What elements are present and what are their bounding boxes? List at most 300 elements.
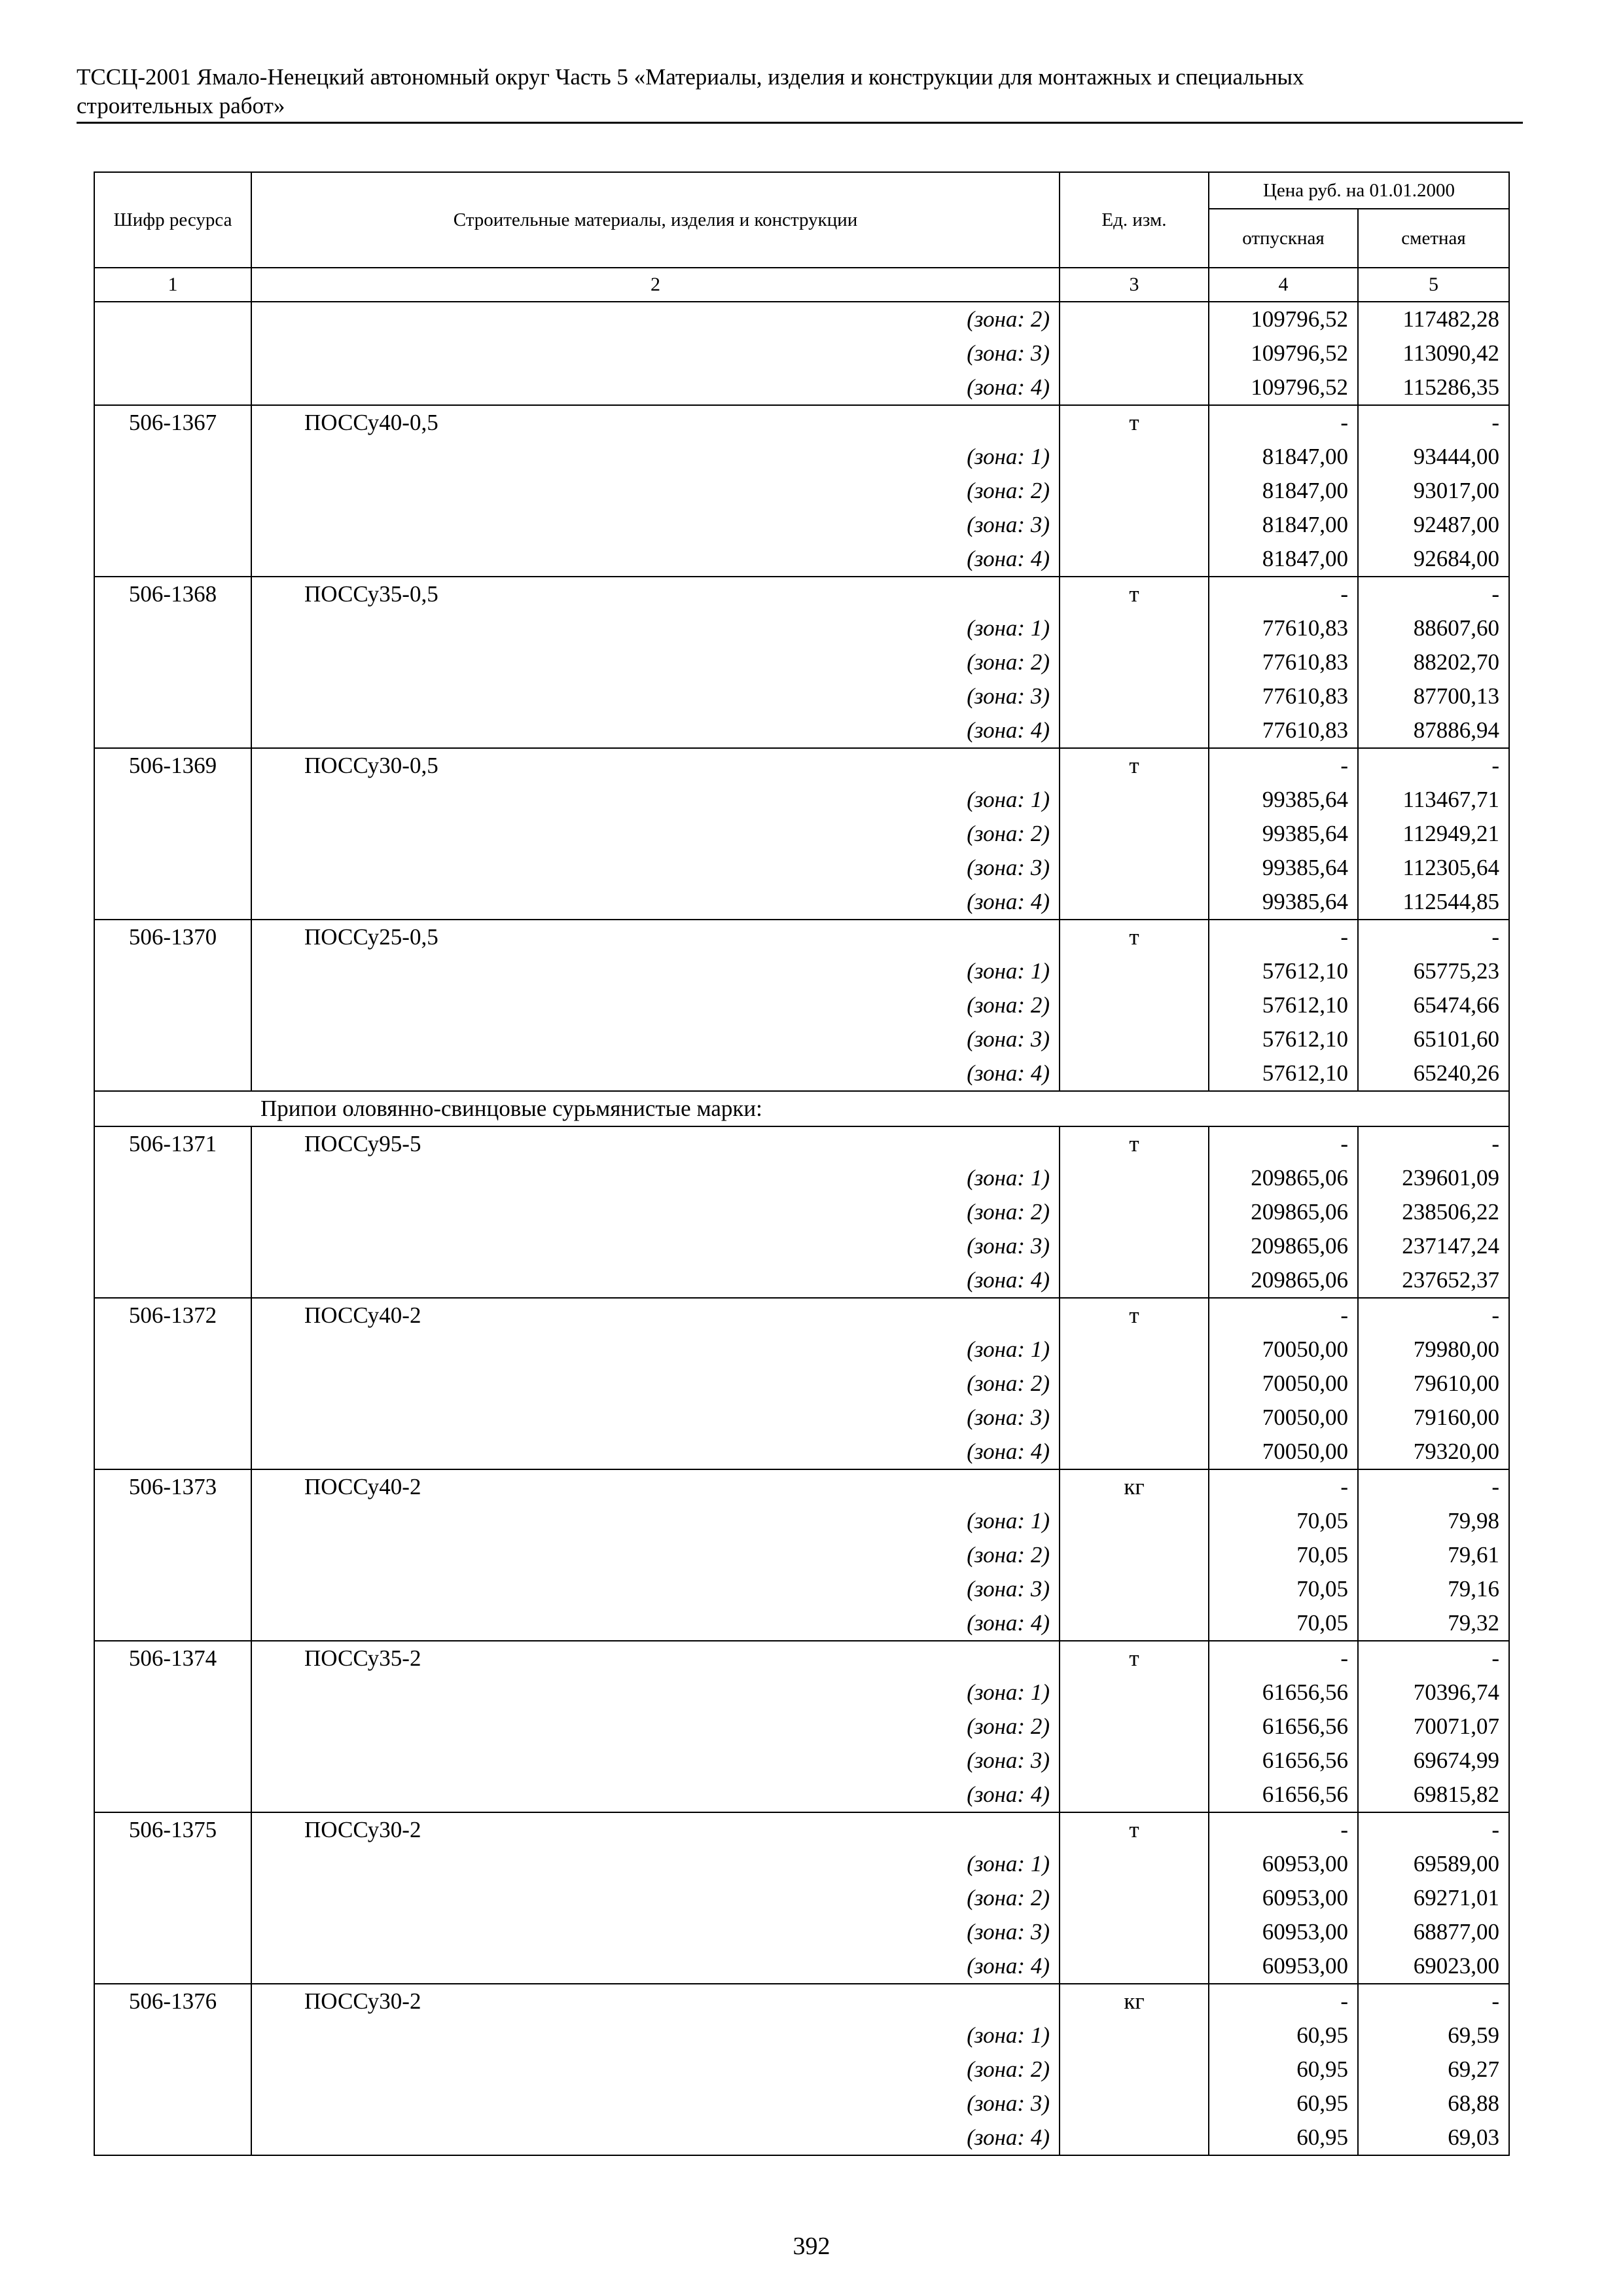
resource-code [94,1572,251,1606]
release-price: 70,05 [1209,1606,1358,1641]
resource-code: 506-1371 [94,1126,251,1161]
resource-code: 506-1367 [94,405,251,440]
estimate-price: - [1358,1298,1509,1333]
column-numbers-row [94,268,1509,302]
unit-cell [1060,1263,1209,1298]
zone-label: (зона: 4) [251,370,1060,405]
zone-row [94,954,1509,988]
release-price: 109796,52 [1209,336,1358,370]
zone-label: (зона: 2) [251,1710,1060,1744]
zone-label: (зона: 3) [251,851,1060,885]
zone-label: (зона: 1) [251,1676,1060,1710]
resource-group [94,1812,1509,1984]
zone-row [94,508,1509,542]
zone-label: (зона: 3) [251,1401,1060,1435]
release-price: - [1209,1126,1358,1161]
zone-row [94,1056,1509,1091]
estimate-price: 79160,00 [1358,1401,1509,1435]
unit-cell [1060,679,1209,713]
column-number: 2 [251,268,1060,302]
resource-code [94,783,251,817]
zone-label: (зона: 2) [251,302,1060,336]
release-price: 77610,83 [1209,713,1358,748]
estimate-price: - [1358,405,1509,440]
resource-group [94,405,1509,577]
zone-label: (зона: 1) [251,783,1060,817]
resource-code [94,1161,251,1195]
col-header-estimate: сметная [1358,209,1509,268]
resource-name: ПОССу40-2 [251,1469,1060,1504]
column-number: 4 [1209,268,1358,302]
unit-cell [1060,851,1209,885]
release-price: 57612,10 [1209,954,1358,988]
release-price: 81847,00 [1209,474,1358,508]
zone-row [94,1915,1509,1949]
estimate-price: 117482,28 [1358,302,1509,336]
zone-label: (зона: 2) [251,645,1060,679]
release-price: 209865,06 [1209,1229,1358,1263]
resource-group [94,1126,1509,1298]
unit-cell [1060,1367,1209,1401]
resource-code [94,1710,251,1744]
unit-cell: т [1060,748,1209,783]
resource-code: 506-1374 [94,1641,251,1676]
estimate-price: 93017,00 [1358,474,1509,508]
release-price: - [1209,1812,1358,1847]
resource-code [94,679,251,713]
unit-cell [1060,713,1209,748]
unit-cell [1060,988,1209,1022]
estimate-price: 70396,74 [1358,1676,1509,1710]
estimate-price: 79,61 [1358,1538,1509,1572]
resource-name: ПОССу35-0,5 [251,577,1060,611]
release-price: 209865,06 [1209,1161,1358,1195]
estimate-price: 69674,99 [1358,1744,1509,1778]
zone-label: (зона: 2) [251,2053,1060,2087]
estimate-price: 69589,00 [1358,1847,1509,1881]
zone-label: (зона: 3) [251,336,1060,370]
resource-code: 506-1375 [94,1812,251,1847]
zone-row [94,611,1509,645]
resource-name: ПОССу40-0,5 [251,405,1060,440]
zone-row [94,1435,1509,1469]
resource-code [94,1538,251,1572]
zone-row [94,885,1509,920]
zone-row [94,1744,1509,1778]
resource-code [94,1504,251,1538]
resource-row [94,405,1509,440]
resource-code [94,1056,251,1091]
resource-code [94,645,251,679]
resource-code [94,2053,251,2087]
resource-code: 506-1370 [94,920,251,954]
unit-cell [1060,1778,1209,1812]
resource-code: 506-1369 [94,748,251,783]
estimate-price: 92684,00 [1358,542,1509,577]
estimate-price: - [1358,1126,1509,1161]
zone-row [94,1229,1509,1263]
resource-row [94,920,1509,954]
estimate-price: - [1358,1641,1509,1676]
col-header-code: Шифр ресурса [94,172,251,268]
release-price: 60,95 [1209,2018,1358,2053]
estimate-price: 238506,22 [1358,1195,1509,1229]
estimate-price: 79610,00 [1358,1367,1509,1401]
release-price: - [1209,1641,1358,1676]
unit-cell [1060,954,1209,988]
resource-row [94,1984,1509,2018]
unit-cell: т [1060,1298,1209,1333]
zone-row [94,1401,1509,1435]
estimate-price: 79,98 [1358,1504,1509,1538]
release-price: 99385,64 [1209,817,1358,851]
resource-name: ПОССу95-5 [251,1126,1060,1161]
release-price: 99385,64 [1209,885,1358,920]
estimate-price: 113467,71 [1358,783,1509,817]
zone-label: (зона: 4) [251,1435,1060,1469]
release-price: - [1209,1469,1358,1504]
resource-row [94,1469,1509,1504]
zone-row [94,1161,1509,1195]
zone-row [94,336,1509,370]
zone-row [94,1881,1509,1915]
estimate-price: 112305,64 [1358,851,1509,885]
estimate-price: 69,59 [1358,2018,1509,2053]
estimate-price: - [1358,1469,1509,1504]
unit-cell [1060,645,1209,679]
estimate-price: 65474,66 [1358,988,1509,1022]
resource-code [94,954,251,988]
resource-group [94,577,1509,748]
col-header-price: Цена руб. на 01.01.2000 [1209,172,1509,209]
release-price: 60953,00 [1209,1915,1358,1949]
zone-label: (зона: 2) [251,1195,1060,1229]
resource-row [94,1126,1509,1161]
unit-cell [1060,1572,1209,1606]
unit-cell [1060,2018,1209,2053]
resource-code [94,817,251,851]
release-price: 60953,00 [1209,1949,1358,1984]
resource-row [94,1298,1509,1333]
resource-code [94,1263,251,1298]
zone-row [94,1367,1509,1401]
unit-cell [1060,1056,1209,1091]
zone-label: (зона: 4) [251,1056,1060,1091]
release-price: 61656,56 [1209,1676,1358,1710]
release-price: 77610,83 [1209,645,1358,679]
resource-code [94,474,251,508]
estimate-price: 68,88 [1358,2087,1509,2121]
zone-row [94,1847,1509,1881]
resource-row [94,577,1509,611]
estimate-price: 68877,00 [1358,1915,1509,1949]
release-price: 60953,00 [1209,1847,1358,1881]
release-price: 61656,56 [1209,1778,1358,1812]
resource-group [94,1984,1509,2155]
zone-row [94,817,1509,851]
zone-row [94,679,1509,713]
resource-code [94,1333,251,1367]
estimate-price: 70071,07 [1358,1710,1509,1744]
resource-group [94,1641,1509,1812]
resource-row [94,1641,1509,1676]
release-price: 70,05 [1209,1504,1358,1538]
estimate-price: 69271,01 [1358,1881,1509,1915]
resource-code [94,851,251,885]
column-number: 5 [1358,268,1509,302]
resource-code [94,1229,251,1263]
zone-label: (зона: 1) [251,2018,1060,2053]
estimate-price: 69023,00 [1358,1949,1509,1984]
unit-cell [1060,508,1209,542]
zone-label: (зона: 4) [251,1778,1060,1812]
release-price: 81847,00 [1209,440,1358,474]
resource-code [94,370,251,405]
resource-code [94,336,251,370]
unit-cell: т [1060,1641,1209,1676]
resource-name: ПОССу30-2 [251,1812,1060,1847]
col-header-name: Строительные материалы, изделия и конструкции [251,172,1060,268]
resource-code [94,2018,251,2053]
resource-group [94,920,1509,1091]
release-price: 77610,83 [1209,679,1358,713]
page-number: 392 [793,2233,830,2260]
resource-name: ПОССу40-2 [251,1298,1060,1333]
document-header [77,63,1523,124]
estimate-price: 69,03 [1358,2121,1509,2155]
zone-label: (зона: 4) [251,2121,1060,2155]
unit-cell [1060,474,1209,508]
unit-cell [1060,302,1209,336]
section-row [94,1091,1509,1126]
zone-row [94,1778,1509,1812]
zone-label: (зона: 4) [251,1606,1060,1641]
resource-code [94,1949,251,1984]
unit-cell [1060,1847,1209,1881]
unit-cell [1060,1710,1209,1744]
release-price: 70050,00 [1209,1333,1358,1367]
release-price: 81847,00 [1209,542,1358,577]
zone-label: (зона: 3) [251,1915,1060,1949]
zone-row [94,1676,1509,1710]
unit-cell [1060,542,1209,577]
unit-cell [1060,2087,1209,2121]
release-price: 60,95 [1209,2087,1358,2121]
unit-cell [1060,1022,1209,1056]
zone-row [94,370,1509,405]
resource-code [94,713,251,748]
zone-label: (зона: 3) [251,1572,1060,1606]
estimate-price: 88202,70 [1358,645,1509,679]
resource-code [94,2087,251,2121]
release-price: - [1209,577,1358,611]
release-price: 57612,10 [1209,988,1358,1022]
unit-cell [1060,370,1209,405]
zone-row [94,988,1509,1022]
zone-row [94,2087,1509,2121]
zone-label: (зона: 4) [251,885,1060,920]
zone-row [94,1572,1509,1606]
resource-code [94,988,251,1022]
resource-code [94,2121,251,2155]
zone-label: (зона: 3) [251,2087,1060,2121]
release-price: 61656,56 [1209,1744,1358,1778]
resource-code [94,1676,251,1710]
resource-code [94,542,251,577]
zone-label: (зона: 1) [251,1161,1060,1195]
zone-row [94,440,1509,474]
unit-cell [1060,1881,1209,1915]
unit-cell [1060,1504,1209,1538]
zone-row [94,1606,1509,1641]
zone-row [94,713,1509,748]
section-title: Припои оловянно-свинцовые сурьмянистые марки: [251,1091,1509,1126]
estimate-price: 112949,21 [1358,817,1509,851]
release-price: 209865,06 [1209,1263,1358,1298]
resource-group [94,1298,1509,1469]
zone-row [94,2121,1509,2155]
zone-label: (зона: 1) [251,1504,1060,1538]
resource-group [94,302,1509,405]
unit-cell [1060,2121,1209,2155]
zone-label: (зона: 3) [251,508,1060,542]
zone-row [94,302,1509,336]
estimate-price: 69,27 [1358,2053,1509,2087]
resource-code [94,1435,251,1469]
estimate-price: 237652,37 [1358,1263,1509,1298]
release-price: 81847,00 [1209,508,1358,542]
resource-name: ПОССу30-2 [251,1984,1060,2018]
column-number: 3 [1060,268,1209,302]
zone-label: (зона: 4) [251,542,1060,577]
resource-code [94,1915,251,1949]
release-price: 61656,56 [1209,1710,1358,1744]
zone-label: (зона: 2) [251,817,1060,851]
estimate-price: - [1358,748,1509,783]
estimate-price: 69815,82 [1358,1778,1509,1812]
estimate-price: 237147,24 [1358,1229,1509,1263]
resource-name: ПОССу30-0,5 [251,748,1060,783]
unit-cell: т [1060,1126,1209,1161]
estimate-price: 79980,00 [1358,1333,1509,1367]
zone-row [94,645,1509,679]
unit-cell [1060,440,1209,474]
col-header-unit: Ед. изм. [1060,172,1209,268]
zone-row [94,1710,1509,1744]
estimate-price: 65240,26 [1358,1056,1509,1091]
estimate-price: 79320,00 [1358,1435,1509,1469]
estimate-price: 87700,13 [1358,679,1509,713]
estimate-price: 79,16 [1358,1572,1509,1606]
release-price: 60,95 [1209,2053,1358,2087]
zone-label: (зона: 1) [251,611,1060,645]
unit-cell: кг [1060,1469,1209,1504]
release-price: 70050,00 [1209,1401,1358,1435]
release-price: 70050,00 [1209,1435,1358,1469]
price-table-wrapper [94,171,1508,2156]
unit-cell: кг [1060,1984,1209,2018]
zone-label: (зона: 4) [251,713,1060,748]
zone-label: (зона: 2) [251,1367,1060,1401]
zone-label: (зона: 3) [251,1744,1060,1778]
release-price: 109796,52 [1209,302,1358,336]
col-header-release: отпускная [1209,209,1358,268]
resource-code [94,440,251,474]
unit-cell: т [1060,577,1209,611]
resource-row [94,1812,1509,1847]
resource-code: 506-1372 [94,1298,251,1333]
resource-code [94,508,251,542]
unit-cell: т [1060,1812,1209,1847]
resource-code [94,1744,251,1778]
unit-cell [1060,1161,1209,1195]
zone-label: (зона: 4) [251,1949,1060,1984]
unit-cell [1060,1538,1209,1572]
resource-code [94,302,251,336]
zone-row [94,1333,1509,1367]
release-price: 70,05 [1209,1572,1358,1606]
release-price: 209865,06 [1209,1195,1358,1229]
unit-cell [1060,1333,1209,1367]
release-price: - [1209,748,1358,783]
resource-code [94,611,251,645]
zone-label: (зона: 1) [251,1333,1060,1367]
estimate-price: - [1358,1812,1509,1847]
unit-cell [1060,885,1209,920]
unit-cell [1060,1401,1209,1435]
unit-cell [1060,1744,1209,1778]
release-price: - [1209,1298,1358,1333]
resource-code [94,1881,251,1915]
section-title-group [94,1091,1509,1126]
zone-label: (зона: 2) [251,474,1060,508]
zone-row [94,542,1509,577]
unit-cell [1060,1195,1209,1229]
estimate-price: 113090,42 [1358,336,1509,370]
header-line-2: строительных работ» [77,93,285,118]
release-price: 99385,64 [1209,851,1358,885]
zone-row [94,1263,1509,1298]
resource-code [94,1778,251,1812]
release-price: 70,05 [1209,1538,1358,1572]
estimate-price: 92487,00 [1358,508,1509,542]
resource-group [94,1469,1509,1641]
resource-code [94,1195,251,1229]
header-line-1: ТССЦ-2001 Ямало-Ненецкий автономный округ Часть 5 «Материалы, изделия и конструкции для монтажных и специальных [77,64,1304,90]
zone-row [94,1538,1509,1572]
zone-label: (зона: 4) [251,1263,1060,1298]
zone-label: (зона: 2) [251,988,1060,1022]
resource-group [94,748,1509,920]
estimate-price: 79,32 [1358,1606,1509,1641]
estimate-price: 239601,09 [1358,1161,1509,1195]
resource-code: 506-1376 [94,1984,251,2018]
release-price: 57612,10 [1209,1056,1358,1091]
resource-code [94,1606,251,1641]
estimate-price: 65101,60 [1358,1022,1509,1056]
estimate-price: 65775,23 [1358,954,1509,988]
zone-row [94,1022,1509,1056]
unit-cell [1060,817,1209,851]
estimate-price: - [1358,920,1509,954]
release-price: 99385,64 [1209,783,1358,817]
zone-label: (зона: 3) [251,1022,1060,1056]
unit-cell [1060,783,1209,817]
unit-cell [1060,1915,1209,1949]
unit-cell [1060,1676,1209,1710]
zone-row [94,1949,1509,1984]
resource-code [94,885,251,920]
